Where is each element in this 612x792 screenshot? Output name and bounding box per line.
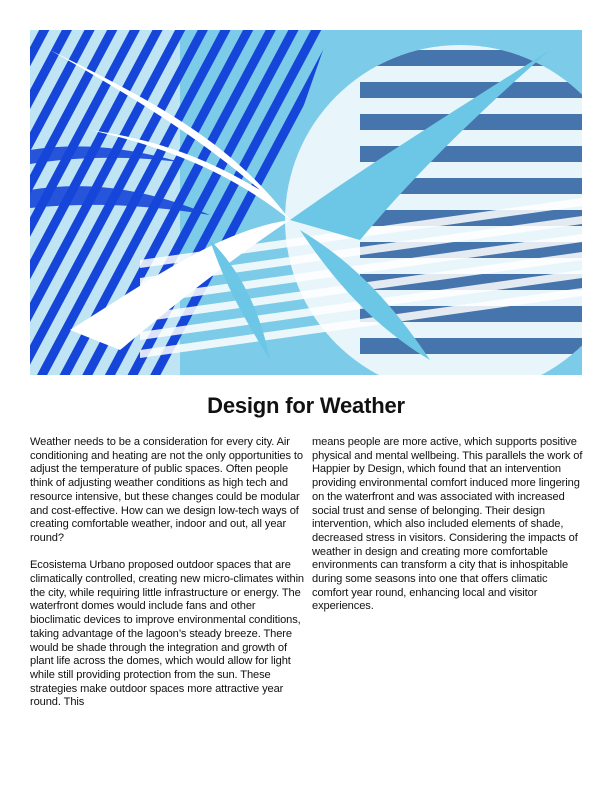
page-title: Design for Weather (207, 393, 405, 418)
paragraph-intro: Weather needs to be a consideration for every city. Air conditioning and heating are not the only opportunities to adjust the temperature of public spaces. Often people think of adjusting weather conditions as high tech and resource intensive, but these changes could be modular and cost-effective. How can we design low-tech ways of creating comfortable weather, indoor and out, all year round? (30, 436, 303, 544)
paragraph-continuation: means people are more active, which supports positive physical and mental wellbeing. This parallels the work of Happier by Design, which found that an intervention providing environmental comfort induced more lingering on the waterfront and was associated with increased social trust and sense of belonging. Their design intervention, which also included elements of shade, decreased stress in visitors. Considering the impacts of weather in design and creating more comfortable environments can transform a city that is inhospitable during some seasons into one that offers climatic comfort year round, enhancing local and visitor experiences. (312, 436, 583, 613)
article-column-right (312, 436, 584, 614)
hero-illustration (30, 30, 582, 375)
article-column-left (30, 436, 305, 710)
paragraph-ecosistema: Ecosistema Urbano proposed outdoor spaces that are climatically controlled, creating new micro-climates within the city, while requiring little infrastructure or energy. The waterfront domes would include fans and other bioclimatic devices to improve environmental conditions, taking advantage of the lagoon’s steady breeze. There would be shade through the integration and growth of plant life across the domes, which would allow for light while still providing protection from the sun. These strategies make outdoor spaces more attractive year round. This (30, 559, 305, 709)
